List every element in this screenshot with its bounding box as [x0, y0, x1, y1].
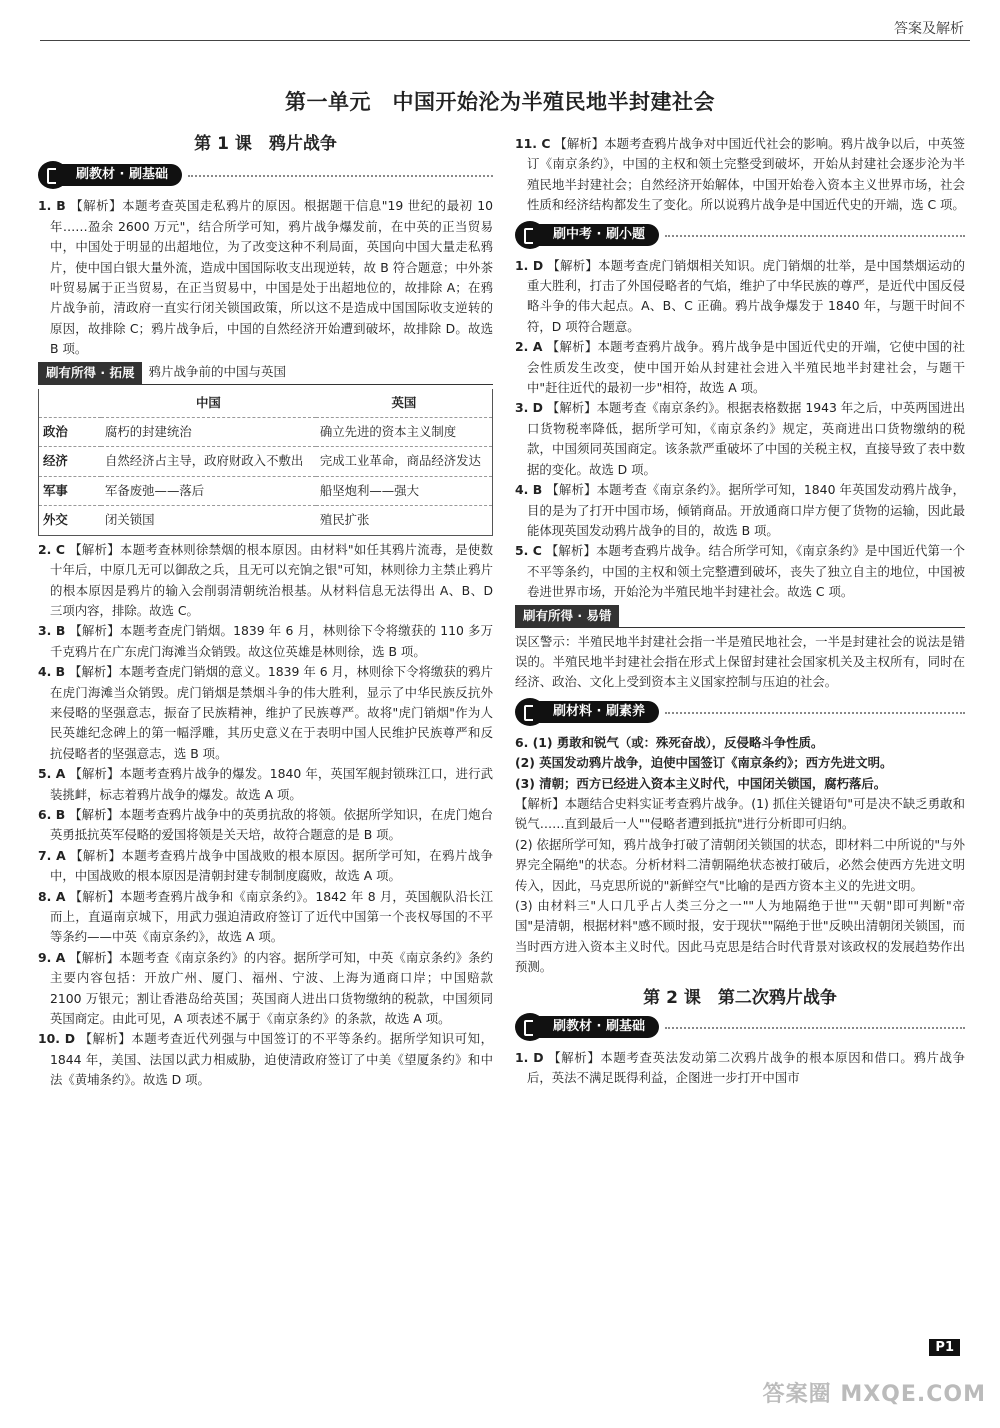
comparison-table: [38, 389, 493, 536]
answer-item: 1. D 【解析】本题考查虎门销烟相关知识。虎门销烟的壮举，是中国禁烟运动的重大胜利，打击了外国侵略者的气焰，维护了中华民族的尊严，是近代中国反侵略斗争的伟大起点。A、B、C 正确。鸦片战争爆发于 1840 年，与题干时间不符，D 项符合题意。: [515, 257, 965, 334]
mistake-bar: [515, 605, 965, 628]
answer-item: 10. D 【解析】本题考查近代列强与中国签订的不平等条约。据所学知识可知，1844 年，美国、法国以武力相威胁，迫使清政府签订了中美《望厦条约》和中法《黄埔条约》。故选 D 项。: [38, 1031, 493, 1088]
watermark-logo: 答案圈 MXQE.COM: [762, 1382, 986, 1407]
extension-tag: 刷有所得 · 拓展: [38, 362, 142, 384]
table-row: 军事 军备废弛——落后 船坚炮利——强大: [39, 476, 493, 505]
answer-item: 2. C 【解析】本题考查林则徐禁烟的根本原因。由材料"如任其鸦片流毒，是使数十年后，中原几无可以御敌之兵，且无可以充饷之银"可知，林则徐力主禁止鸦片的根本原因是鸦片的输入会削弱清朝统治根基。从材料信息无法得出 A、B、D 三项内容，排除。故选 C。: [38, 541, 493, 618]
extension-title: 鸦片战争前的中国与英国: [148, 364, 286, 380]
analysis-text: (2) 依据所学可知，鸦片战争打破了清朝闭关锁国的状态，即材料二中所说的"与外界完全隔绝"的状态。分析材料二清朝隔绝状态被打破后，必然会使西方先进文明传入，因此，马克思所说的"新鲜空气"比喻的是西方资本主义的先进文明。: [515, 836, 965, 893]
table-row: 外交 闭关锁国 殖民扩张: [39, 506, 493, 535]
answer-item: 4. B 【解析】本题考查虎门销烟的意义。1839 年 6 月，林则徐下令将缴获的鸦片在虎门海滩当众销毁。虎门销烟是禁烟斗争的伟大胜利，显示了中华民族反抗外来侵略的坚强意志，振奋了民族精神，维护了民族尊严。故将"虎门销烟"作为人民英雄纪念碑上的第一幅浮雕，其历史意义在于表明中国人民维护民族尊严和反抗侵略者的坚强意志，选 B 项。: [38, 664, 493, 761]
left-column: [38, 134, 493, 1091]
banner-basics-2: [515, 1012, 965, 1042]
answer-item: 7. A 【解析】本题考查鸦片战争中国战败的根本原因。据所学可知，在鸦片战争中，中国战败的根本原因是清朝封建专制制度腐败，故选 A 项。: [38, 847, 493, 884]
banner-divider: [188, 175, 493, 177]
banner-label: 刷材料 · 刷素养: [533, 701, 659, 723]
banner-basics: [38, 160, 493, 190]
answer-item: 3. D 【解析】本题考查《南京条约》。根据表格数据 1943 年之后，中英两国进出口货物税率降低，据所学可知，《南京条约》规定，英商进出口货物缴纳的税款，中国须同英国商定。该条款严重破坏了中国的关税主权，直接导致了表中数据的变化。故选 D 项。: [515, 400, 965, 477]
answer-item: 6. (1) 勇敢和锐气（或：殊死奋战），反侵略斗争性质。: [515, 734, 824, 750]
answer-item: (3) 清朝；西方已经进入资本主义时代，中国闭关锁国，腐朽落后。: [515, 775, 887, 791]
lesson-2-title: 第 2 课 第二次鸦片战争: [643, 987, 837, 1008]
answer-item: 5. A 【解析】本题考查鸦片战争的爆发。1840 年，英国军舰封锁珠江口，进行武装挑衅，标志着鸦片战争的爆发。故选 A 项。: [38, 766, 493, 802]
answer-item: 6. B 【解析】本题考查鸦片战争中的英勇抗敌的将领。依据所学知识，在虎门炮台英勇抵抗英军侵略的爱国将领是关天培，故符合题意的是 B 项。: [38, 806, 493, 843]
header-section-label: 答案及解析: [894, 21, 964, 37]
banner-label: 刷中考 · 刷小题: [533, 224, 659, 246]
table-header-row: 中国 英国: [196, 394, 417, 410]
answer-item: 1. B 【解析】本题考查英国走私鸦片的原因。根据题干信息"19 世纪的最初 10 年……盈余 2600 万元"，结合所学可知，鸦片战争爆发前，在中英的正当贸易中，中国处于明显的出超地位，为了改变这种不利局面，英国向中国大量走私鸦片，使中国白银大量外流，造成中国国际收支出现逆转，故 B 符合题意；中外茶叶贸易属于正当贸易，在正当贸易中，中国是处于出超地位的，故排除 A；在鸦片战争前，清政府一直实行闭关锁国政策，所以这不是造成中国国际收支逆转的原因，故排除 C；鸦片战争后，中国的自然经济开始遭到破坏，故排除 D。故选 B 项。: [38, 198, 493, 357]
banner-exam: [515, 220, 965, 250]
table-row: 经济 自然经济占主导，政府财政入不敷出 完成工业革命，商品经济发达: [39, 447, 493, 476]
mistake-tag: 刷有所得 · 易错: [515, 605, 619, 627]
answer-item: 4. B 【解析】本题考查《南京条约》。据所学可知，1840 年英国发动鸦片战争，目的是为了打开中国市场，倾销商品。开放通商口岸方便了货物的运输，因此最能体现英国发动鸦片战争的目的，故选 B 项。: [515, 482, 965, 538]
answer-item: 9. A 【解析】本题考查《南京条约》的内容。据所学可知，中英《南京条约》条约主要内容包括：开放广州、厦门、福州、宁波、上海为通商口岸；中国赔款 2100 万银元；割让香港岛给英国；英国商人进出口货物缴纳的税款，中国须同英国商定。由此可见，A 项表述不属于《南京条约》的条款，故选 A 项。: [38, 949, 493, 1027]
answer-item: 1. D 【解析】本题考查英法发动第二次鸦片战争的根本原因和借口。鸦片战争后，英法不满足既得利益，企图进一步打开中国市: [515, 1050, 965, 1086]
unit-title: 第一单元 中国开始沦为半殖民地半封建社会: [285, 90, 715, 114]
banner-label: 刷教材 · 刷基础: [56, 164, 182, 186]
banner-divider: [665, 712, 965, 714]
answer-item: 5. C 【解析】本题考查鸦片战争。结合所学可知，《南京条约》是中国近代第一个不平等条约，中国的主权和领土完整遭到破坏，丧失了独立自主的地位，中国被卷进世界市场，开始沦为半殖民地半封建社会。故选 C 项。: [515, 543, 965, 600]
answer-item: 3. B 【解析】本题考查虎门销烟。1839 年 6 月，林则徐下令将缴获的 110 多万千克鸦片在广东虎门海滩当众销毁。故这位英雄是林则徐，选 B 项。: [38, 623, 493, 659]
answer-item: (2) 英国发动鸦片战争，迫使中国签订《南京条约》；西方先进文明。: [515, 755, 893, 771]
answer-item: 2. A 【解析】本题考查鸦片战争。鸦片战争是中国近代史的开端，它使中国的社会性质发生改变，使中国开始从封建社会进入半殖民地半封建社会，与题干中"赶往近代的最初一步"相符，故选 A 项。: [515, 339, 965, 396]
banner-divider: [665, 235, 965, 237]
table-row: 政治 腐朽的封建统治 确立先进的资本主义制度: [39, 418, 493, 447]
right-column: [515, 134, 965, 1089]
mistake-note: 误区警示：半殖民地半封建社会指一半是殖民地社会，一半是封建社会的说法是错误的。半殖民地半封建社会指在形式上保留封建社会国家机关及主权所有，同时在经济、政治、文化上受到资本主义国家控制与压迫的社会。: [515, 633, 965, 690]
lesson-1-title: 第 1 课 鸦片战争: [194, 134, 337, 154]
extension-bar: [38, 362, 493, 385]
page-number: P1: [929, 1339, 960, 1356]
header-rule: [40, 40, 970, 41]
banner-divider: [665, 1027, 965, 1029]
answer-item: 11. C 【解析】本题考查鸦片战争对中国近代社会的影响。鸦片战争以后，中英签订《南京条约》，中国的主权和领土完整受到破坏，开始从封建社会逐步沦为半殖民地半封建社会；自然经济开始解体，中国开始卷入资本主义世界市场，社会性质和经济结构都发生了变化。所以说鸦片战争是中国近代史的开端，选 C 项。: [515, 136, 966, 213]
analysis-text: (3) 由材料三"人口几乎占人类三分之一""人为地隔绝于世""天朝"即可判断"帝国"是清朝，根据材料"感不顾时报，安于现状""隔绝于世"反映出清朝闭关锁国，而当时西方进入资本主义时代。因此马克思是结合时代背景对该政权的发展趋势作出预测。: [515, 898, 965, 975]
analysis-text: 【解析】本题结合史料实证考查鸦片战争。(1) 抓住关键语句"可是决不缺乏勇敢和锐气……直到最后一人""侵略者遭到抵抗"进行分析即可归纳。: [515, 795, 965, 832]
answer-item: 8. A 【解析】本题考查鸦片战争和《南京条约》。1842 年 8 月，英国舰队沿长江而上，直逼南京城下，用武力强迫清政府签订了近代中国第一个丧权辱国的不平等条约——中英《南京条约》，故选 A 项。: [38, 888, 493, 945]
banner-material: [515, 697, 965, 727]
banner-label: 刷教材 · 刷基础: [533, 1016, 659, 1038]
